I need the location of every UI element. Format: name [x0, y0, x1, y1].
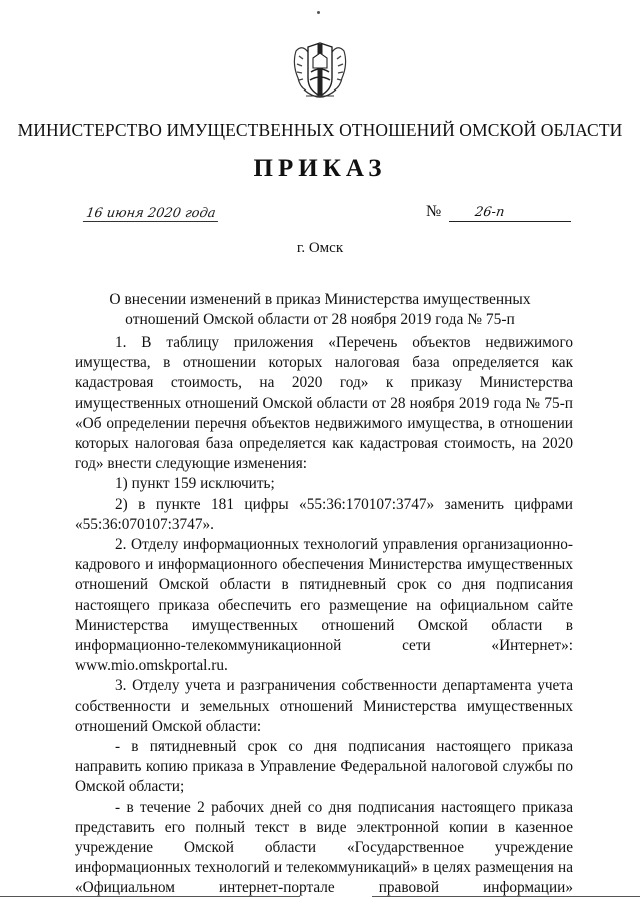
scan-edge-line [0, 896, 300, 897]
paragraph-1-item-2: 2) в пункте 181 цифры «55:36:170107:3747» заменить цифрами «55:36:070107:3747». [75, 495, 573, 533]
handwritten-date: 16 июня 2020 года [83, 206, 221, 222]
document-body [75, 333, 573, 899]
number-sign: № [426, 203, 442, 220]
document-number [426, 203, 571, 222]
subject-line: отношений Омской области от 28 ноября 2019 года № 75-п [125, 311, 515, 328]
paragraph-1: 1. В таблицу приложения «Перечень объектов недвижимого имущества, в отношении которых налоговая база определяется как кадастровая стоимость, на 2020 год» к приказу Министерства имущественных отношений Омской области от 28 ноября 2019 года № 75-п «Об определении перечня объектов недвижимого имущества, в отношении которых налоговая база определяется как кадастровая стоимость, на 2020 год» внести следующие изменения: [75, 334, 573, 473]
ministry-name: МИНИСТЕРСТВО ИМУЩЕСТВЕННЫХ ОТНОШЕНИЙ ОМСКОЙ ОБЛАСТИ [17, 120, 623, 140]
paragraph-3: 3. Отделу учета и разграничения собственности департамента учета собственности и земельных отношений Министерства имущественных отношений Омской области: [75, 677, 573, 735]
coat-of-arms-emblem [291, 38, 349, 104]
scan-edge-line [372, 896, 640, 897]
paragraph-3-item-2: - в течение 2 рабочих дней со дня подписания настоящего приказа представить его полный текст в виде электронной копии в казенное учреждение Омской области «Государственное учреждение информационных технологий и телекоммуникаций» в целях размещения на «Официальном интернет-портале правовой информации» [75, 798, 573, 897]
city-name: г. Омск [296, 240, 344, 256]
subject-line: О внесении изменений в приказ Министерства имущественных [109, 291, 531, 308]
paragraph-3-item-1: - в пятидневный срок со дня подписания настоящего приказа направить копию приказа в Управление Федеральной налоговой службы по Омской области; [75, 738, 573, 796]
number-line [449, 203, 571, 222]
paragraph-2: 2. Отделу информационных технологий управления организационно-кадрового и информационного обеспечения Министерства имущественных отношений Омской области в пятидневный срок со дня подписания настоящего приказа обеспечить его размещение на официальном сайте Министерства имущественных отношений Омской области в информационно-телекоммуникационной сети «Интернет»: www.mio.omskportal.ru. [75, 536, 573, 675]
page-mark [317, 11, 320, 14]
paragraph-1-item-1: 1) пункт 159 исключить; [115, 475, 275, 493]
document-subject [0, 290, 640, 330]
document-type-title: ПРИКАЗ [253, 155, 387, 182]
handwritten-number: 26-п [474, 205, 506, 220]
